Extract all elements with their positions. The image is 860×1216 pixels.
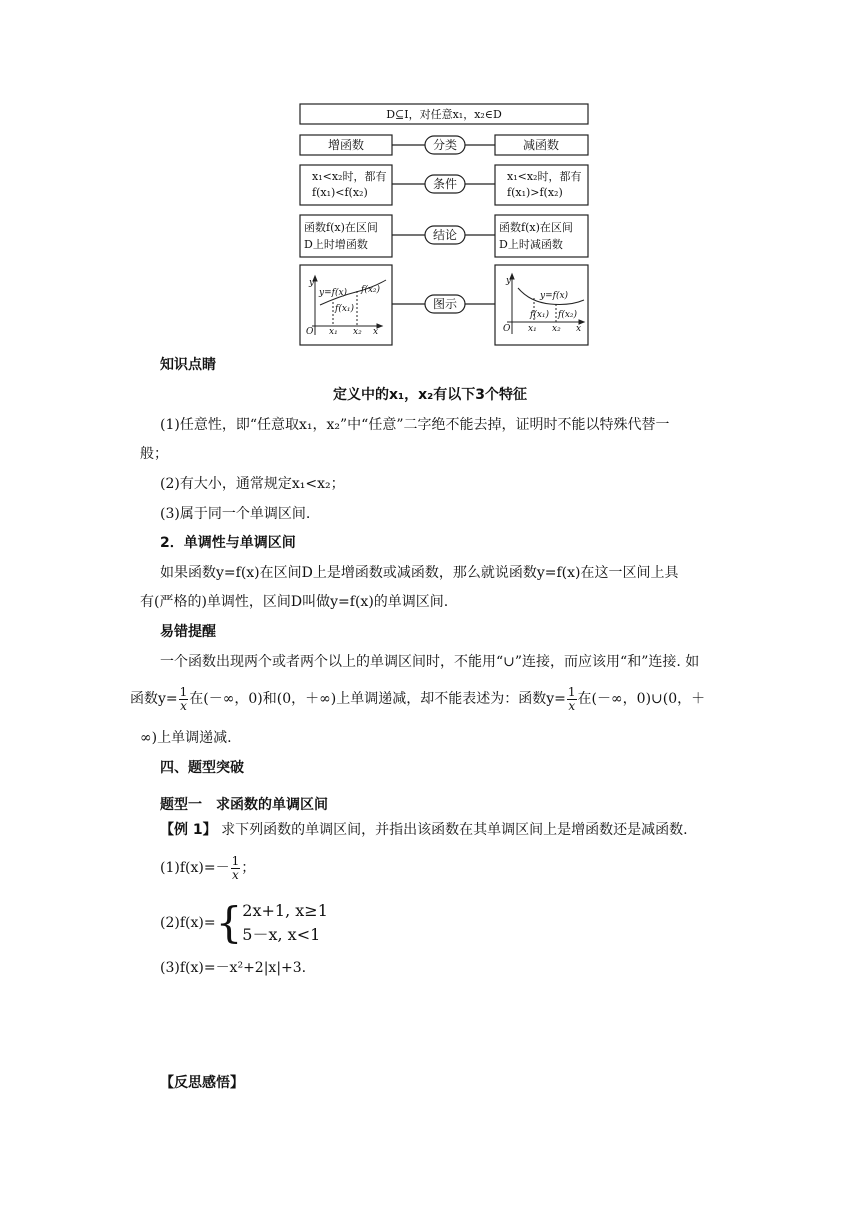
label-condition: 条件 <box>432 177 458 191</box>
warning-line-2-b: 在(－∞，0)和(0，＋∞)上单调递减，却不能表述为：函数y= <box>189 691 566 707</box>
left-y-label: y <box>309 278 315 288</box>
fraction-1-over-x-2: $\frac{1}{x}$ <box>567 684 576 713</box>
case-1: 2x+1, x≥1 <box>242 901 328 920</box>
heading-section-4: 四、题型突破 <box>160 760 244 776</box>
right-y-label: y <box>506 276 512 286</box>
fraction-1-over-x: $\frac{1}{x}$ <box>179 684 188 713</box>
heading-warning: 易错提醒 <box>160 624 216 640</box>
heading-section-2: 2．单调性与单调区间 <box>160 535 296 551</box>
paragraph-2: (2)有大小，通常规定x₁<x₂； <box>160 476 345 492</box>
right-curve-label: y=f(x) <box>540 291 569 301</box>
section-2-line-1: 如果函数y=f(x)在区间D上是增函数或减函数，那么就说函数y=f(x)在这一区间上具 <box>160 565 679 581</box>
right-fx2-label: f(x₂) <box>558 310 578 320</box>
warning-line-2-a: 函数y= <box>130 691 178 707</box>
question-2: (2)f(x)= { 2x+1, x≥1 5－x, x<1 <box>160 898 328 947</box>
decreasing-graph <box>507 274 584 334</box>
right-origin-label: O <box>503 324 511 334</box>
left-x1-label: x₁ <box>329 327 338 337</box>
monotonic-function-diagram <box>0 0 860 360</box>
question-3: (3)f(x)=－x²+2|x|+3. <box>160 960 307 976</box>
warning-line-1: 一个函数出现两个或者两个以上的单调区间时，不能用“∪”连接，而应该用“和”连接. 如 <box>160 654 700 670</box>
example-text: 求下列函数的单调区间，并指出该函数在其单调区间上是增函数还是减函数. <box>221 822 688 838</box>
section-2-line-2: 有(严格的)单调性，区间D叫做y=f(x)的单调区间. <box>140 594 449 610</box>
left-x-label: x <box>373 327 379 337</box>
fraction-1-over-x-q1: $\frac{1}{x}$ <box>231 853 240 882</box>
case-2: 5－x, x<1 <box>242 925 321 944</box>
left-type: 增函数 <box>327 138 365 152</box>
paragraph-1-line-2: 般； <box>140 446 168 462</box>
right-concl-1: 函数f(x)在区间 <box>499 221 573 234</box>
question-1: (1)f(x)=－ $\frac{1}{x}$ ； <box>160 853 256 882</box>
left-origin-label: O <box>306 327 314 337</box>
right-x-label: x <box>576 324 582 334</box>
label-illustration: 图示 <box>432 297 458 311</box>
right-type: 减函数 <box>522 138 560 152</box>
paragraph-1-line-1: (1)任意性，即“任意取x₁，x₂”中“任意”二字绝不能去掉，证明时不能以特殊代替一 <box>160 417 670 433</box>
left-concl-2: D上时增函数 <box>304 238 368 251</box>
right-cond-2: f(x₁)>f(x₂) <box>507 186 563 199</box>
right-x2-label: x₂ <box>552 324 561 334</box>
right-concl-2: D上时减函数 <box>499 238 563 251</box>
left-fx1-label: f(x₁) <box>335 304 355 314</box>
right-cond-1: x₁<x₂时，都有 <box>507 170 582 183</box>
warning-line-3: ∞)上单调递减. <box>140 730 232 746</box>
diagram-header: D⊆I，对任意x₁，x₂∈D <box>386 108 502 121</box>
warning-line-2 <box>130 681 705 717</box>
question-2-text: (2)f(x)= <box>160 915 216 931</box>
label-conclusion: 结论 <box>432 228 458 242</box>
label-classification: 分类 <box>432 138 458 152</box>
example-1 <box>160 820 688 840</box>
left-x2-label: x₂ <box>353 327 362 337</box>
right-x1-label: x₁ <box>528 324 537 334</box>
question-1-text: (1)f(x)=－ <box>160 860 230 876</box>
piecewise-cases <box>242 899 328 947</box>
paragraph-3: (3)属于同一个单调区间. <box>160 506 311 522</box>
left-cond-1: x₁<x₂时，都有 <box>312 170 387 183</box>
heading-type-1: 题型一 求函数的单调区间 <box>160 797 328 813</box>
left-curve-label: y=f(x) <box>319 288 348 298</box>
heading-reflection: 【反思感悟】 <box>160 1075 244 1091</box>
left-fx2-label: f(x₂) <box>361 285 381 295</box>
right-fx1-label: f(x₁) <box>530 310 550 320</box>
left-cond-2: f(x₁)<f(x₂) <box>312 186 368 199</box>
heading-features: 定义中的x₁，x₂有以下3个特征 <box>332 387 528 403</box>
example-label: 【例 1】 <box>160 822 217 838</box>
heading-knowledge: 知识点睛 <box>160 357 216 373</box>
warning-line-2-c: 在(－∞，0)∪(0，＋ <box>577 691 706 707</box>
left-concl-1: 函数f(x)在区间 <box>304 221 378 234</box>
